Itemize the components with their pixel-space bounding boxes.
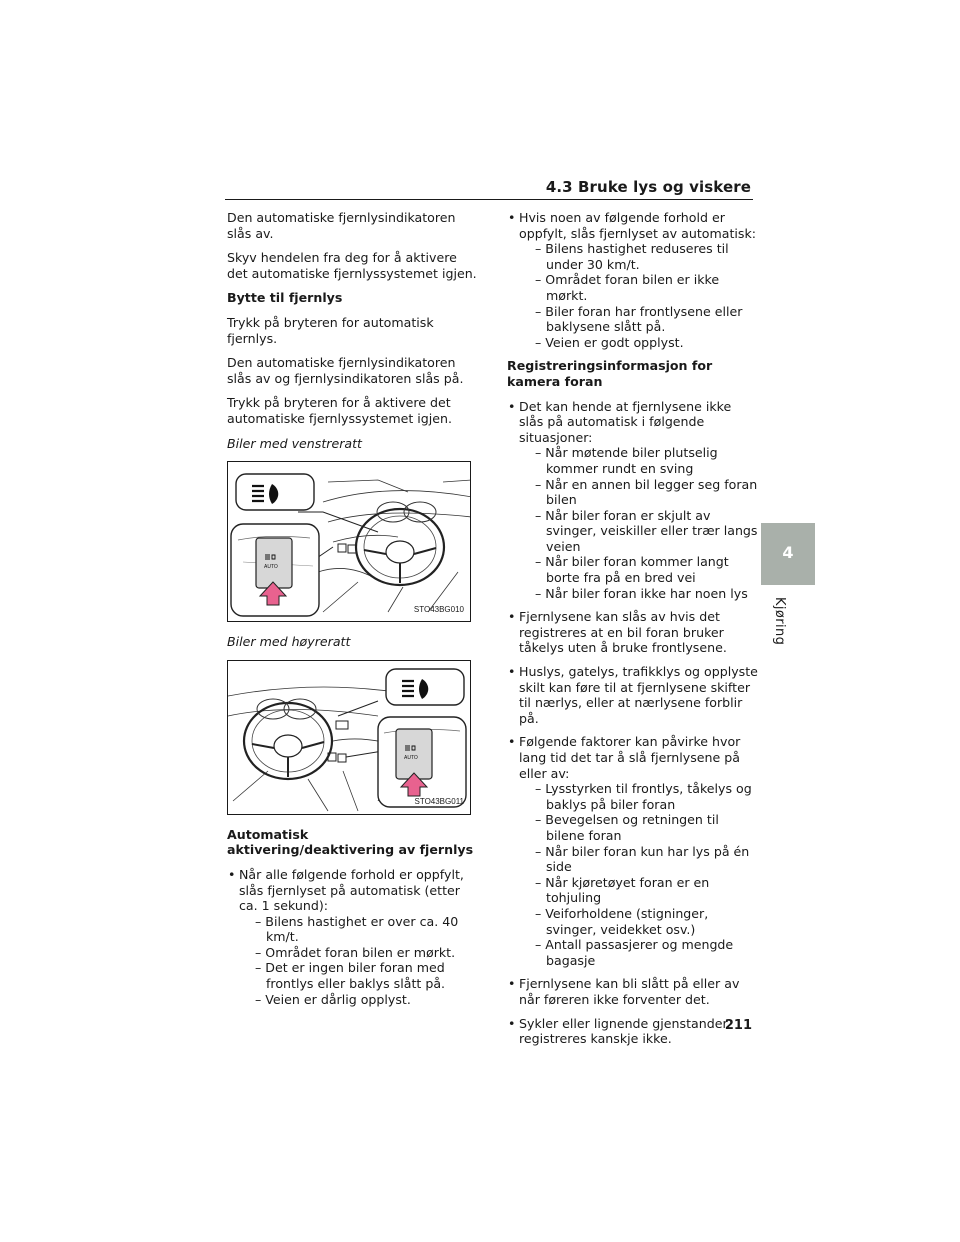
sub-item: – Når biler foran kun har lys på én side bbox=[535, 843, 750, 875]
section-header bbox=[225, 178, 753, 200]
subheading: Bytte til fjernlys bbox=[227, 290, 343, 306]
dashboard-illustration bbox=[228, 661, 471, 815]
bullet-text: • Sykler eller lignende gjenstander registreres kanskje ikke. bbox=[519, 1015, 728, 1047]
auto-label: AUTO bbox=[264, 564, 278, 571]
sub-item: – Når kjøretøyet foran er en tohjuling bbox=[535, 874, 710, 906]
auto-label: AUTO bbox=[404, 754, 418, 761]
left-column bbox=[227, 210, 479, 1015]
page-number: 211 bbox=[724, 1018, 752, 1033]
sub-item: – Når møtende biler plutselig kommer rundt en sving bbox=[535, 445, 718, 476]
paragraph: Den automatiske fjernlysindikatoren slås av og fjernlysindikatoren slås på. bbox=[227, 355, 464, 386]
figure-caption: Biler med høyreratt bbox=[227, 634, 351, 650]
sub-item: – Veiforholdene (stigninger, svinger, veidekket osv.) bbox=[535, 905, 709, 937]
bullet-item bbox=[227, 867, 479, 1007]
subheading: Automatisk aktivering/deaktivering av fjernlys bbox=[227, 826, 474, 858]
sub-item: – Bilens hastighet er over ca. 40 km/t. bbox=[255, 913, 459, 945]
sub-list bbox=[519, 445, 759, 601]
chapter-label: Kjøring bbox=[772, 597, 787, 646]
chapter-tab bbox=[761, 523, 815, 585]
figure-left-hand-drive bbox=[227, 461, 471, 622]
paragraph: Trykk på bryteren for automatisk fjernlys. bbox=[227, 314, 434, 346]
paragraph: Skyv hendelen fra deg for å aktivere det automatiske fjernlyssystemet igjen. bbox=[227, 250, 477, 281]
sub-item: – Veien er godt opplyst. bbox=[535, 334, 684, 350]
sub-list bbox=[239, 914, 479, 1008]
bullet-item bbox=[507, 609, 759, 656]
sub-item: – Bevegelsen og retningen til bilene foran bbox=[535, 812, 719, 843]
bullet-item bbox=[507, 976, 759, 1007]
bullet-text: • Når alle følgende forhold er oppfylt, slås fjernlyset på automatisk (etter ca. 1 sekund): bbox=[239, 866, 464, 914]
paragraph: Trykk på bryteren for å aktivere det automatiske fjernlyssystemet igjen. bbox=[227, 395, 452, 426]
bullet-item bbox=[507, 210, 759, 350]
bullet-text: • Huslys, gatelys, trafikklys og opplyste skilt kan føre til at fjernlysene skifter til nærlys, eller at nærlysene forblir på. bbox=[519, 664, 758, 726]
sub-list bbox=[519, 241, 759, 350]
sub-item: – Når biler foran kommer langt borte fra på en bred vei bbox=[535, 554, 729, 586]
sub-item: – Når en annen bil legger seg foran bilen bbox=[535, 476, 758, 508]
sub-item: – Antall passasjerer og mengde bagasje bbox=[535, 937, 734, 968]
subheading: Registreringsinformasjon for kamera foran bbox=[507, 358, 713, 389]
bullet-item bbox=[507, 399, 759, 602]
bullet-text: • Fjernlysene kan slås av hvis det registreres at en bil foran bruker tåkelys uten å bruke frontlysene. bbox=[519, 609, 727, 656]
sub-item: – Når biler foran ikke har noen lys bbox=[535, 585, 748, 601]
sub-item: – Biler foran har frontlysene eller baklysene slått på. bbox=[535, 303, 743, 335]
chapter-number: 4 bbox=[782, 543, 794, 562]
sub-item: – Når biler foran er skjult av svinger, veiskiller eller trær langs veien bbox=[535, 507, 758, 554]
sub-item: – Lysstyrken til frontlys, tåkelys og baklys på biler foran bbox=[535, 781, 752, 812]
figure-caption: Biler med venstreratt bbox=[227, 435, 362, 451]
figure-code: STO43BG011 bbox=[414, 797, 464, 807]
sub-list bbox=[519, 781, 759, 968]
sub-item: – Området foran bilen er ikke mørkt. bbox=[535, 272, 720, 303]
bullet-text: • Følgende faktorer kan påvirke hvor lang tid det tar å slå fjernlysene på eller av: bbox=[519, 734, 741, 781]
dashboard-illustration bbox=[228, 462, 471, 622]
figure-right-hand-drive bbox=[227, 660, 471, 815]
sub-item: – Området foran bilen er mørkt. bbox=[255, 944, 456, 960]
bullet-item bbox=[507, 734, 759, 968]
right-column bbox=[507, 210, 759, 1055]
paragraph: Den automatiske fjernlysindikatoren slås av. bbox=[227, 210, 456, 241]
figure-code: STO43BG010 bbox=[413, 604, 464, 614]
bullet-item bbox=[507, 664, 759, 726]
sub-item: – Bilens hastighet reduseres til under 30 km/t. bbox=[535, 241, 729, 272]
bullet-text: • Det kan hende at fjernlysene ikke slås på automatisk i følgende situasjoner: bbox=[519, 398, 732, 445]
sub-item: – Det er ingen biler foran med frontlys eller baklys slått på. bbox=[255, 960, 446, 992]
section-title: 4.3 Bruke lys og viskere bbox=[545, 178, 751, 196]
sub-item: – Veien er dårlig opplyst. bbox=[255, 991, 411, 1007]
bullet-text: • Fjernlysene kan bli slått på eller av når føreren ikke forventer det. bbox=[519, 976, 740, 1007]
bullet-text: • Hvis noen av følgende forhold er oppfylt, slås fjernlyset av automatisk: bbox=[519, 210, 756, 241]
